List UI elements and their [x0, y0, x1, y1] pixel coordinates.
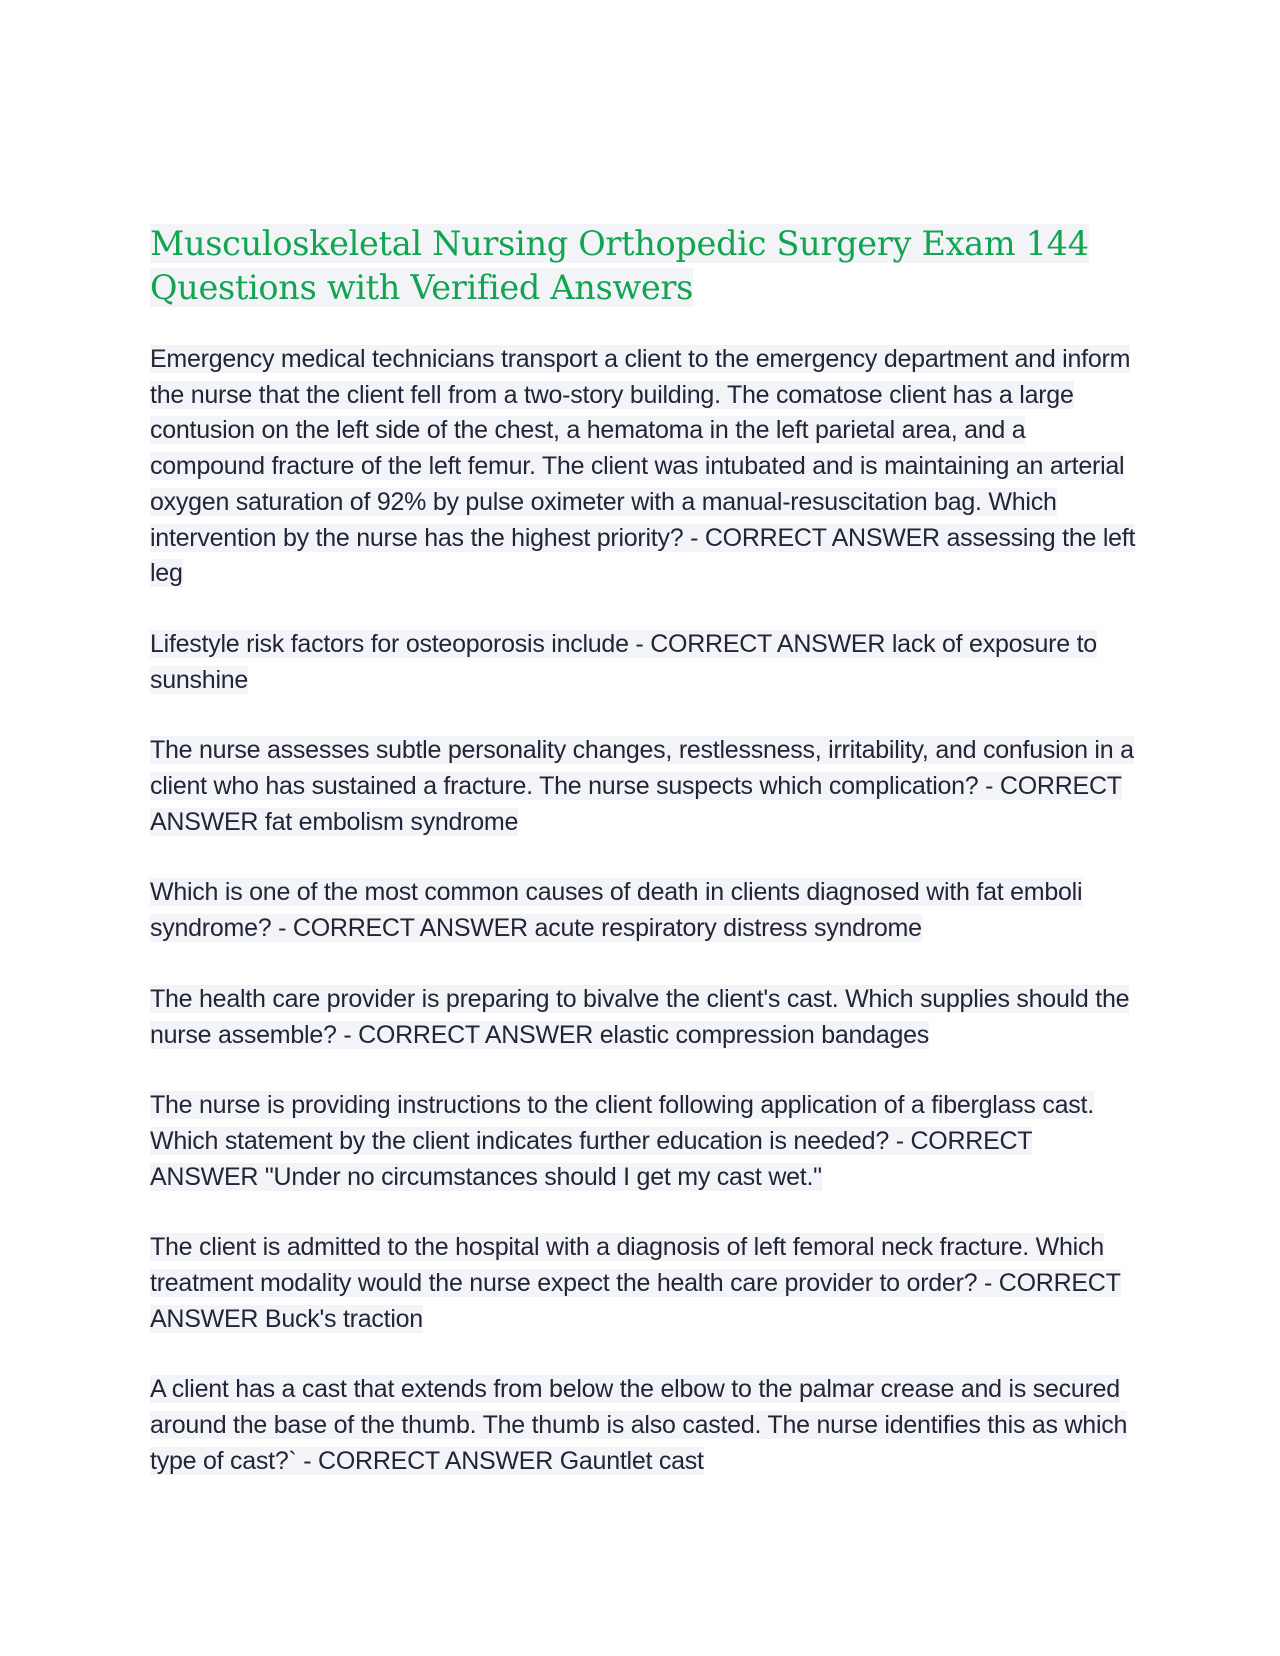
document-title-text: Musculoskeletal Nursing Orthopedic Surgery Exam 144 Questions with Verified Answers: [150, 224, 1089, 307]
question-answer-item: [150, 342, 1140, 592]
question-answer-item: [150, 1230, 1140, 1337]
question-answer-text: A client has a cast that extends from below the elbow to the palmar crease and is secured around the base of the thumb. The thumb is also casted. The nurse identifies this as which type of cast?` - CORRECT ANSWER Gauntlet cast: [150, 1375, 1128, 1475]
question-answer-item: [150, 1372, 1140, 1479]
document-title: [150, 222, 1140, 310]
question-answer-text: The nurse is providing instructions to the client following application of a fiberglass cast. Which statement by the client indicates further education is needed? - CORRECT ANSWER "Under no circumstances should I get my cast wet.": [150, 1091, 1094, 1191]
question-answer-text: The health care provider is preparing to bivalve the client's cast. Which supplies should the nurse assemble? - CORRECT ANSWER elastic compression bandages: [150, 984, 1130, 1049]
question-answer-item: [150, 1088, 1140, 1195]
question-answer-item: [150, 875, 1140, 946]
question-list: [150, 342, 1140, 1480]
question-answer-item: [150, 733, 1140, 840]
document-content: [150, 222, 1140, 1515]
question-answer-item: [150, 627, 1140, 698]
question-answer-text: The nurse assesses subtle personality changes, restlessness, irritability, and confusion in a client who has sustained a fracture. The nurse suspects which complication? - CORRECT ANSWER fat embolism syndrome: [150, 736, 1134, 836]
question-answer-text: Lifestyle risk factors for osteoporosis include - CORRECT ANSWER lack of exposure to sunshine: [150, 629, 1097, 694]
question-answer-text: The client is admitted to the hospital with a diagnosis of left femoral neck fracture. Which treatment modality would the nurse expect the health care provider to order? - CORRECT ANSWER Buck's traction: [150, 1233, 1121, 1333]
question-answer-text: Emergency medical technicians transport a client to the emergency department and inform the nurse that the client fell from a two-story building. The comatose client has a large contusion on the left side of the chest, a hematoma in the left parietal area, and a compound fracture of the left femur. The client was intubated and is maintaining an arterial oxygen saturation of 92% by pulse oximeter with a manual-resuscitation bag. Which intervention by the nurse has the highest priority? - CORRECT ANSWER assessing the left leg: [150, 345, 1136, 588]
question-answer-item: [150, 982, 1140, 1053]
question-answer-text: Which is one of the most common causes of death in clients diagnosed with fat emboli syndrome? - CORRECT ANSWER acute respiratory distress syndrome: [150, 878, 1083, 943]
